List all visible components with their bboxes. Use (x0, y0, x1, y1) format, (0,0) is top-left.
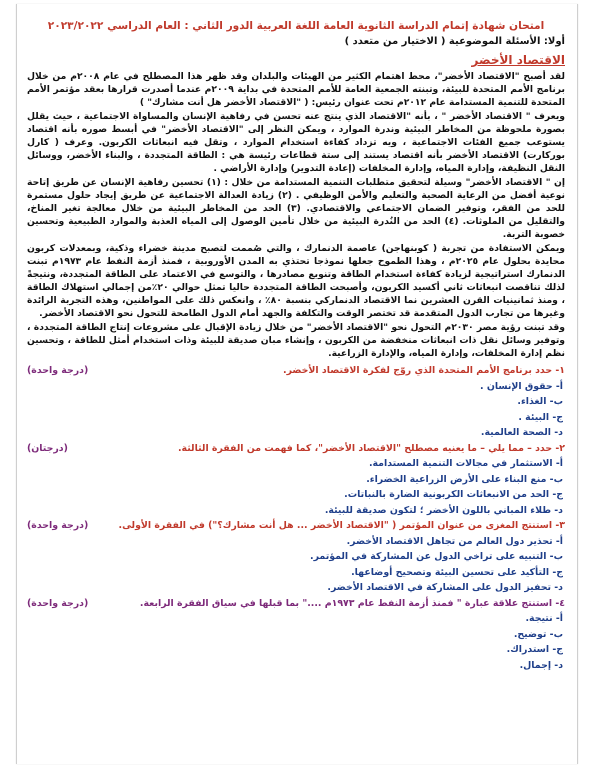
question-grade: (درجة واحدة) (27, 365, 89, 376)
questions-list (27, 363, 565, 673)
answer-option[interactable]: ب- التنبيه على تراخي الدول عن المشاركة في المؤتمر. (310, 551, 563, 562)
answer-option[interactable]: أ- الاستثمار في مجالات التنمية المستدامة. (368, 458, 563, 469)
exam-page (16, 4, 578, 764)
question-text: ١- حدد برنامج الأمم المتحدة الذي روّج لفكرة الاقتصاد الأخضر. (283, 365, 565, 376)
answer-option[interactable]: أ- تحذير دول العالم من تجاهل الاقتصاد الأخضر. (346, 535, 563, 547)
answer-option[interactable]: د- طلاء المباني باللون الأخضر ؛ لتكون صديقة للبيئة. (324, 504, 563, 516)
question-3 (27, 518, 565, 534)
answer-option[interactable]: ج- الحد من الانبعاثات الكربونية الضارة بالنباتات. (344, 489, 563, 500)
answer-option[interactable]: ب- توضيح. (513, 628, 563, 640)
passage-paragraph-1: لقد أصبح "الاقتصاد الأخضر"، محط اهتمام الكثير من الهيئات والبلدان وقد ظهر هذا المصطلح في عام ٢٠٠٨م من خلال برنامج الأمم المتحدة للبيئة، وتبنته الجمعية العامة للأمم المتحدة في بداية ٢٠٠٩م عندما أصدرت قرارها بعقد مؤتمر الأمم المتحدة للتنمية المستدامة عام ٢٠١٢م تحت عنوان رئيس: ( "الاقتصاد الأخضر هل أنت مشارك" ) (27, 71, 565, 108)
answer-option[interactable]: أ- حقوق الإنسان . (480, 380, 563, 392)
answer-option[interactable]: ج- استدراك. (506, 644, 563, 655)
exam-content (17, 4, 577, 673)
answer-option[interactable]: أ- نتيجة. (525, 613, 563, 624)
question-grade: (درجة واحدة) (27, 597, 89, 609)
question-grade: (درجتان) (27, 442, 68, 454)
exam-title: امتحان شهادة إتمام الدراسة الثانوية العامة اللغة العربية الدور الثاني : العام الدراسي ٢٠٢٣/٢٠٢٢ (47, 20, 545, 32)
question-text: ٤- استنتج علاقة عبارة " فمنذ أزمة النفط عام ١٩٧٣م ...." بما قبلها في سياق الفقرة الرابعة. (139, 597, 565, 609)
answer-option[interactable]: د- إجمال. (519, 659, 563, 671)
answer-option[interactable]: ب- الغذاء. (517, 396, 563, 407)
question-text: ٣- استنتج المغزى من عنوان المؤتمر ( "الاقتصاد الأخضر ... هل أنت مشارك؟") في الفقرة الأولى. (118, 520, 565, 531)
question-grade: (درجة واحدة) (27, 520, 89, 531)
answer-option[interactable]: د- الصحة العالمية. (480, 427, 563, 438)
passage-paragraph-5: وقد تبنت رؤية مصر ٢٠٣٠م التحول نحو "الاقتصاد الأخضر" من خلال زيادة الإقبال على مشروعات إنتاج الطاقة المتجددة ، وتوفير وسائل نقل ذات انبعاثات منخفضة من الكربون ، وإنشاء مبان صديقة للبيئة وذات استخدام أمثل للطاقة ، وتحسين نظم إدارة المخلفات، وإدارة المياه، والإدارة الزراعية. (27, 322, 565, 359)
passage-title: الاقتصاد الأخضر (471, 53, 565, 67)
answer-option[interactable]: د- تحفيز الدول على المشاركة في الاقتصاد الأخضر. (327, 582, 563, 593)
question-2 (27, 441, 565, 457)
passage-paragraph-3: إن " الاقتصاد الأخضر" وسيلة لتحقيق متطلبات التنمية المستدامة من خلال : (١) تحسين رفاهية الإنسان عن طريق إتاحة نوعية أفضل من الرعاية الصحية والتعليم والأمن الوظيفي . (٢) زيادة العدالة الاجتماعية عن طريق إيجاد حلول مستمرة للحد من الفقر، وتوفير الضمان الاجتماعي والاقتصادي. (٣) الحد من المخاطر البيئية من خلال معالجة تغير المناخ، والتقليل من الملوثات. (٤) الحد من النُدرة البيئية من خلال تأمين الوصول إلى المياه العذبة والموارد الطبيعية وتحسين خصوبة التربة. (27, 177, 565, 240)
question-text: ٢- حدد – مما يلي – ما يعنيه مصطلح "الاقتصاد الأخضر"، كما فهمت من الفقرة الثالثة. (177, 442, 565, 454)
answer-option[interactable]: ج- التأكيد على تحسين البيئة وتصحيح أوضاعها. (351, 566, 563, 578)
question-4 (27, 596, 565, 612)
question-1 (27, 363, 565, 379)
passage-paragraph-4: ويمكن الاستفادة من تجربة ( كوبنهاجن) عاصمة الدنمارك ، والتي صُممت لتصبح مدينة خضراء وذكية، وبمعدلات كربون محايدة بحلول عام ٢٠٢٥م ، وهذا الطموح جعلها نموذجا تحتذي به المدن الأوروبية ، فمنذ أزمة النفط عام ١٩٧٣م تبنت الدنمارك استراتيجية لزيادة كفاءة استخدام الطاقة وتنويع مصادرها ، والتوسع في الاعتماد على الطاقة المتجددة، ونتيجةً لذلك تناقصت انبعاثات ثاني أكسيد الكربون، وأصبحت الطاقة المتجددة حاليا تمثل حوالي ٢٠٪من إجمالي استهلاك الطاقة ، ومنذ ثمانينيات القرن العشرين نما الاقتصاد الدنماركي بنسبة ٨٠٪ ، وانعكس ذلك على المواطنين، وهذه التجربة الرائدة وغيرها من تجارب الدول المتقدمة قد تختصر الوقت والتكلفة والجهد أمام الدول الطامحة للتحول نحو الاقتصاد الأخضر. (27, 243, 565, 319)
answer-option[interactable]: ب- منع البناء على الأرض الزراعية الخضراء. (366, 473, 563, 485)
section-heading: أولا: الأسئلة الموضوعية ( الاختيار من متعدد ) (344, 36, 565, 47)
passage-paragraph-2: ويعرف " الاقتصاد الأخضر " ، بأنه "الاقتصاد الذي ينتج عنه تحسن في رفاهية الإنسان والمساواة الاجتماعية ، حيث يقلل بصورة ملحوظة من المخاطر البيئية وندرة الموارد ، ويمكن النظر إلى "الاقتصاد الأخضر" في أبسط صوره بأنه اقتصاد يستوعب جميع الفئات الاجتماعية ، ويه تزداد كفاءة استخدام الموارد ، وتقل فيه انبعاثات الكربون. وعرف ( كارل بوركارت) الاقتصاد الأخضر بأنه اقتصاد يستند إلى ستة قطاعات رئيسة هي : الطاقة المتجددة ، والبناء الأخضر، ووسائل النقل النظيفة، وإدارة المياه، وإدارة المخلفات (إعادة التدوير) وإدارة الأراضي . (27, 111, 565, 174)
answer-option[interactable]: ج- البيئة . (518, 411, 563, 423)
